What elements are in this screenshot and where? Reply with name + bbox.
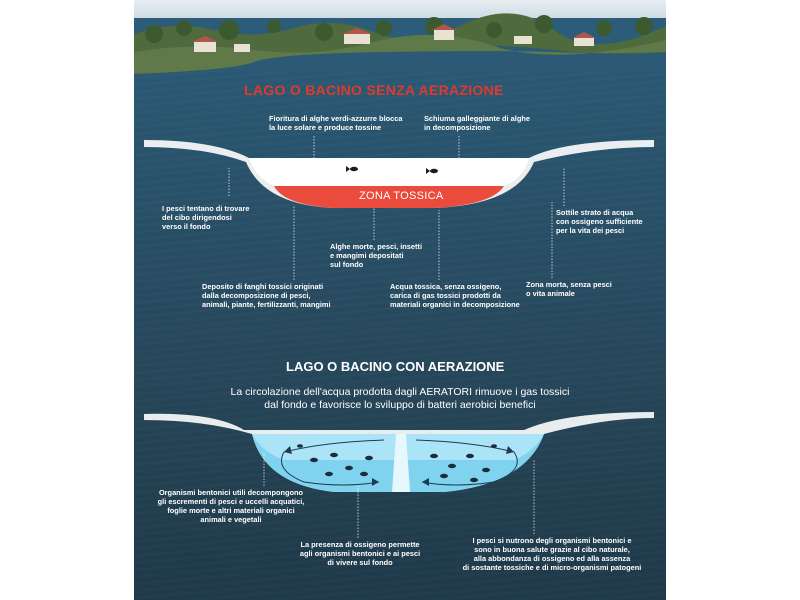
label-benthic-organisms: Organismi bentonici utili decompongono gli escrementi di pesci e uccelli acquatici, foglie morte e altri materiali organici animali e vegetali [157, 488, 305, 524]
title-unaerated: LAGO O BACINO SENZA AERAZIONE [244, 82, 504, 98]
label-toxic-sludge: Deposito di fanghi tossici originati dalla decomposizione di pesci, animali, piante, fertilizzanti, mangimi [202, 282, 331, 309]
unaerated-basin-clear-water [249, 158, 529, 186]
toxic-zone-label: ZONA TOSSICA [359, 190, 444, 202]
infographic-poster [134, 0, 666, 600]
label-dead-zone: Zona morta, senza pesci o vita animale [526, 280, 612, 298]
label-oxygen-presence: La presenza di ossigeno permette agli organismi bentonici e ai pesci di vivere sul fondo [299, 540, 421, 567]
label-toxic-water: Acqua tossica, senza ossigeno, carica di gas tossici prodotti da materiali organici in decomposizione [390, 282, 520, 309]
label-thin-oxygen-layer: Sottile strato di acqua con ossigeno sufficiente per la vita dei pesci [556, 208, 643, 235]
label-algae-bloom: Fioritura di alghe verdi-azzurre blocca la luce solare e produce tossine [269, 114, 403, 132]
label-fish-feeding: I pesci si nutrono degli organismi bentonici e sono in buona salute grazie al cibo naturale, alla abbondanza di ossigeno ed alla assenza di sostante tossiche e di micro-organismi patogeni [462, 536, 642, 572]
label-dead-matter: Alghe morte, pesci, insetti e mangimi depositati sul fondo [330, 242, 422, 269]
label-fish-search-food: I pesci tentano di trovare del cibo dirigendosi verso il fondo [162, 204, 250, 231]
label-floating-foam: Schiuma galleggiante di alghe in decomposizione [424, 114, 530, 132]
title-aerated: LAGO O BACINO CON AERAZIONE [286, 359, 505, 374]
subtitle-aerated: La circolazione dell'acqua prodotta dagli AERATORI rimuove i gas tossici dal fondo e favorisce lo sviluppo di batteri aerobici benefici [230, 386, 570, 411]
